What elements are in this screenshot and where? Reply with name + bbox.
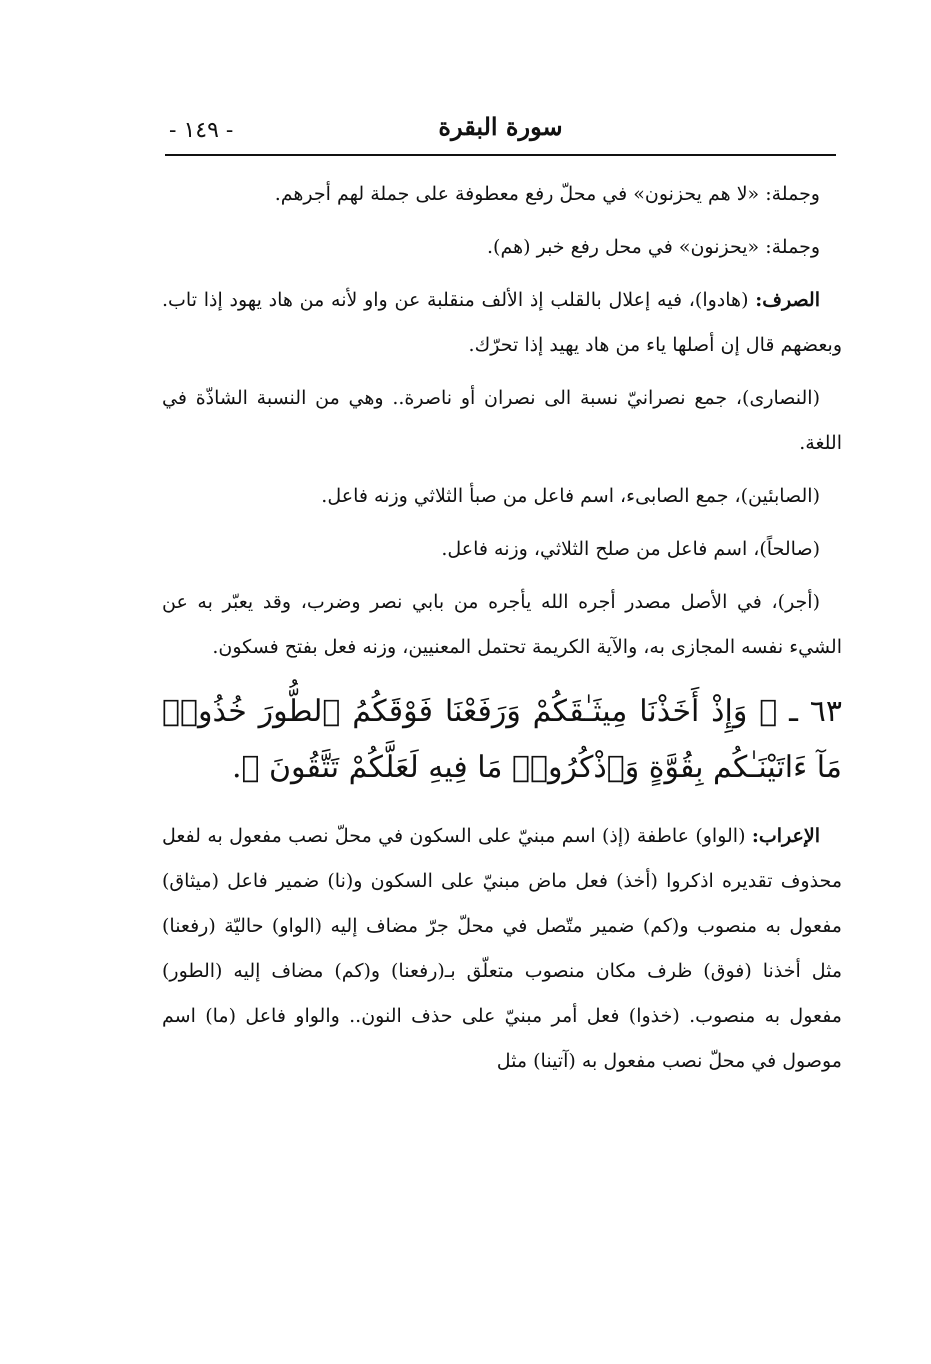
paragraph bbox=[162, 172, 842, 217]
paragraph bbox=[162, 474, 842, 519]
paragraph bbox=[162, 278, 842, 368]
page-header bbox=[165, 108, 836, 156]
paragraph-text: (هادوا)، فيه إعلال بالقلب إذ الألف منقلبة عن واو لأنه من هاد يهود إذا تاب. وبعضهم قال إن أصلها ياء من هاد يهيد إذا تحرّك. bbox=[162, 289, 842, 356]
quran-verse bbox=[162, 684, 842, 796]
sarf-label: الصرف: bbox=[755, 289, 820, 311]
paragraph-text: (النصارى)، جمع نصرانيّ نسبة الى نصران أو ناصرة.. وهي من النسبة الشاذّة في اللغة. bbox=[162, 387, 842, 454]
paragraph-text: (أجر)، في الأصل مصدر أجره الله يأجره من بابي نصر وضرب، وقد يعبّر به عن الشيء نفسه المجازى به، والآية الكريمة تحتمل المعنيين، وزنه فعل بفتح فسكون. bbox=[162, 591, 842, 658]
paragraph-text: وجملة: «يحزنون» في محل رفع خبر (هم). bbox=[487, 236, 820, 258]
paragraph bbox=[162, 376, 842, 466]
paragraph-text: (صالحاً)، اسم فاعل من صلح الثلاثي، وزنه فاعل. bbox=[441, 538, 820, 560]
verse-text: ﴿ وَإِذْ أَخَذْنَا مِيثَـٰقَكُمْ وَرَفَعْنَا فَوْقَكُمُ ٱلطُّورَ خُذُوا۟ مَآ ءَاتَيْنَـٰكُم بِقُوَّةٍ وَٱذْكُرُوا۟ مَا فِيهِ لَعَلَّكُمْ تَتَّقُونَ ﴾. bbox=[162, 694, 842, 785]
paragraph bbox=[162, 580, 842, 670]
page-body bbox=[162, 172, 842, 1092]
paragraph-text: (الصابئين)، جمع الصابىء، اسم فاعل من صبأ الثلاثي وزنه فاعل. bbox=[321, 485, 820, 507]
verse-number: ٦٣ ـ bbox=[789, 694, 842, 729]
paragraph bbox=[162, 225, 842, 270]
irab-label: الإعراب: bbox=[751, 825, 820, 847]
page-number: - ١٤٩ - bbox=[169, 118, 234, 143]
surah-title: سورة البقرة bbox=[438, 112, 563, 141]
paragraph-text: وجملة: «لا هم يحزنون» في محلّ رفع معطوفة على جملة لهم أجرهم. bbox=[274, 183, 820, 205]
irab-text: (الواو) عاطفة (إذ) اسم مبنيّ على السكون في محلّ نصب مفعول به لفعل محذوف تقديره اذكروا (أخذ) فعل ماض مبنيّ على السكون و(نا) ضمير فاعل (ميثاق) مفعول به منصوب و(كم) ضمير متّصل في محلّ جرّ مضاف إليه (الواو) حاليّة (رفعنا) مثل أخذنا (فوق) ظرف مكان منصوب متعلّق بـ(رفعنا) و(كم) مضاف إليه (الطور) مفعول به منصوب. (خذوا) فعل أمر مبنيّ على حذف النون.. والواو فاعل (ما) اسم موصول في محلّ نصب مفعول به (آتينا) مثل bbox=[162, 825, 842, 1072]
irab-paragraph bbox=[162, 814, 842, 1084]
paragraph bbox=[162, 527, 842, 572]
